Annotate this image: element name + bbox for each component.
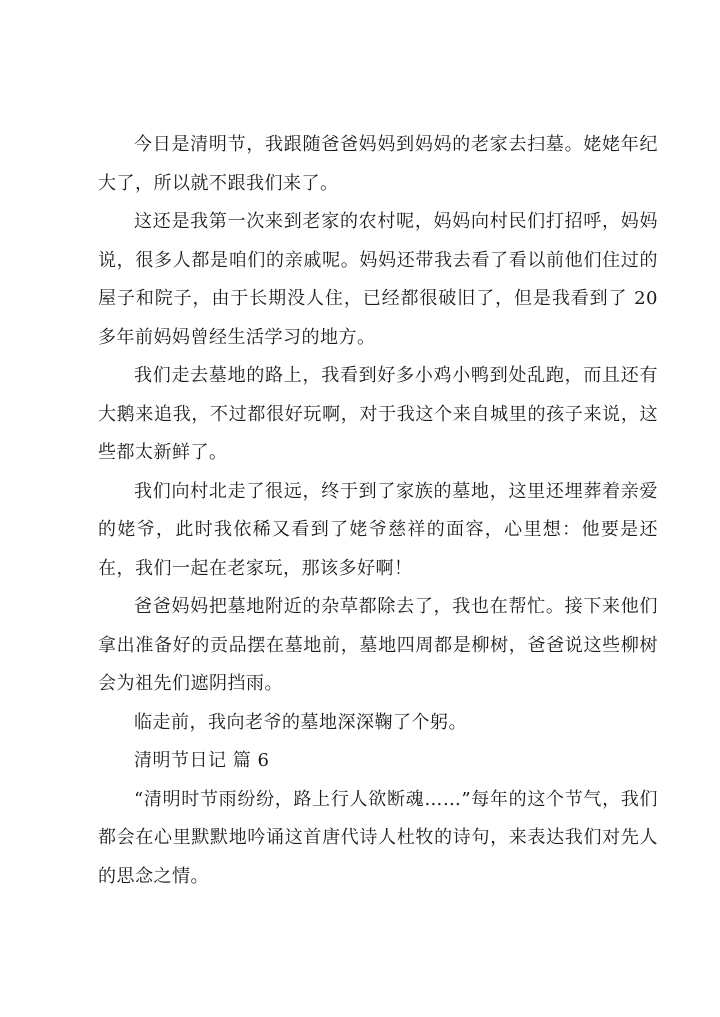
paragraph-2: 这还是我第一次来到老家的农村呢，妈妈向村民们打招呼，妈妈说，很多人都是咱们的亲戚呢。妈妈还带我去看了看以前他们住过的屋子和院子，由于长期没人住，已经都很破旧了，但是我看到了 20 多年前妈妈曾经生活学习的地方。 (98, 211, 658, 348)
paragraph-4: 我们向村北走了很远，终于到了家族的墓地，这里还埋葬着亲爱的姥爷，此时我依稀又看到了姥爷慈祥的面容，心里想：他要是还在，我们一起在老家玩，那该多好啊！ (98, 480, 658, 579)
paragraph-5: 爸爸妈妈把墓地附近的杂草都除去了，我也在帮忙。接下来他们拿出准备好的贡品摆在墓地前，墓地四周都是柳树，爸爸说这些柳树会为祖先们遮阴挡雨。 (98, 596, 658, 694)
section-heading: 清明节日记 篇 6 (134, 750, 270, 771)
paragraph-6: 临走前，我向老爷的墓地深深鞠了个躬。 (134, 711, 467, 733)
paragraph-1: 今日是清明节，我跟随爸爸妈妈到妈妈的老家去扫墓。姥姥年纪大了，所以就不跟我们来了。 (98, 134, 658, 194)
closing-paragraph: “清明时节雨纷纷，路上行人欲断魂……”每年的这个节气，我们都会在心里默默地吟诵这首唐代诗人杜牧的诗句，来表达我们对先人的思念之情。 (98, 788, 658, 887)
paragraph-3: 我们走去墓地的路上，我看到好多小鸡小鸭到处乱跑，而且还有大鹅来追我，不过都很好玩啊，对于我这个来自城里的孩子来说，这些都太新鲜了。 (98, 365, 658, 463)
document-body (98, 126, 658, 896)
